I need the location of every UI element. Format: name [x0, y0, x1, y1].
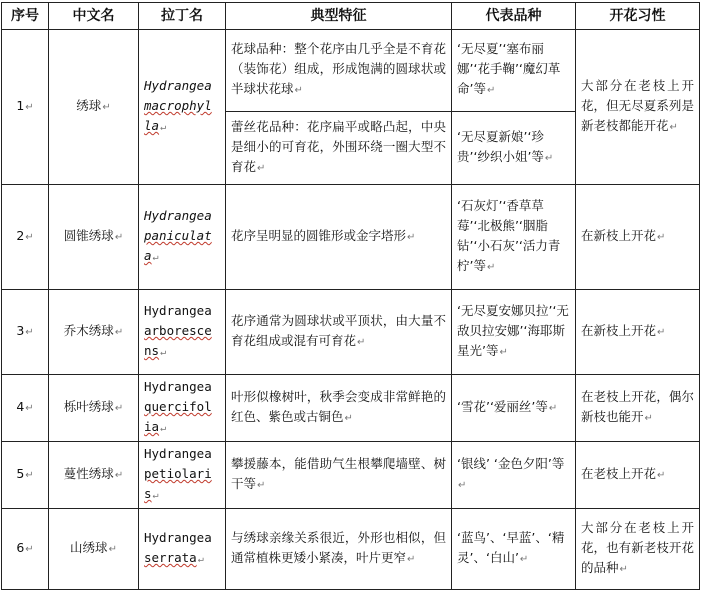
cell-features: 蕾丝花品种：花序扁平或略凸起，中央是细小的可育花，外围环绕一圈大型不育花↵: [226, 111, 452, 184]
header-row: [2, 3, 700, 30]
paragraph-mark: ↵: [25, 102, 34, 113]
cell-varieties: ‘石灰灯’‘香草草莓’‘北极熊’‘胭脂钻’‘小石灰’‘活力青柠’等↵: [452, 185, 576, 290]
cell-latin: [139, 30, 226, 185]
habit-text: 在老枝上开花: [581, 466, 657, 481]
cell-habit: 在老枝上开花，偶尔新枝也能开↵: [576, 375, 700, 442]
cell-name-cn: 乔木绣球↵: [49, 290, 139, 375]
cell-habit: 大部分在老枝上开花，但无尽夏系列是新老枝都能开花↵: [576, 30, 700, 185]
header-habit: 开花习性: [576, 3, 700, 30]
cell-features: 叶形似橡树叶，秋季会变成非常鲜艳的红色、紫色或古铜色↵: [226, 375, 452, 442]
cell-features: 攀援藤本，能借助气生根攀爬墙壁、树干等↵: [226, 442, 452, 509]
table-row: [2, 30, 700, 112]
habit-text: 在老枝上开花，偶尔新枝也能开: [581, 389, 694, 424]
varieties-text: ‘石灰灯’‘香草草莓’‘北极熊’‘胭脂钻’‘小石灰’‘活力青柠’等: [457, 198, 561, 273]
cell-index: 2↵: [2, 185, 49, 290]
feature-text: 花球品种：整个花序由几乎全是不育花（装饰花）组成，形成饱满的圆球状或半球状花球: [231, 41, 446, 97]
latin-name: Hydrangea arboresce ns↵: [144, 303, 212, 358]
cell-latin: [139, 442, 226, 509]
header-name-cn: 中文名: [49, 3, 139, 30]
cell-index: [2, 30, 49, 185]
cell-habit: 在新枝上开花↵: [576, 185, 700, 290]
cell-varieties: ‘银线’ ‘金色夕阳’等↵: [452, 442, 576, 509]
varieties-text: ‘蓝鸟’、‘早蓝’、‘精灵’、‘白山’: [457, 530, 565, 565]
habit-text: 大部分在老枝上开花，但无尽夏系列是新老枝都能开花: [581, 78, 694, 133]
header-varieties: 代表品种: [452, 3, 576, 30]
cell-latin: [139, 290, 226, 375]
habit-text: 大部分在老枝上开花，也有新老枝开花的品种: [581, 520, 694, 575]
cell-latin: [139, 185, 226, 290]
cell-index: 4↵: [2, 375, 49, 442]
row-index: 3: [16, 323, 25, 338]
name-cn: 山绣球: [70, 540, 108, 555]
cell-name-cn: 蔓性绣球↵: [49, 442, 139, 509]
table-row: [2, 290, 700, 375]
cell-habit: 在新枝上开花↵: [576, 290, 700, 375]
latin-name: Hydrangea petiolari s↵: [144, 446, 212, 501]
cell-varieties: ‘无尽夏安娜贝拉’‘无敌贝拉安娜’‘海耶斯星光’等↵: [452, 290, 576, 375]
header-index: 序号: [2, 3, 49, 30]
header-latin: 拉丁名: [139, 3, 226, 30]
feature-text: 叶形似橡树叶，秋季会变成非常鲜艳的红色、紫色或古铜色: [231, 389, 446, 424]
row-index: 1: [16, 98, 25, 113]
feature-text: 蕾丝花品种：花序扁平或略凸起，中央是细小的可育花，外围环绕一圈大型不育花: [231, 118, 446, 174]
latin-name: Hydrangea serrata↵: [144, 530, 212, 565]
table-row: [2, 375, 700, 442]
cell-name-cn: 栎叶绣球↵: [49, 375, 139, 442]
cell-index: 6↵: [2, 509, 49, 590]
cell-index: 3↵: [2, 290, 49, 375]
latin-name: Hydrangea paniculat a↵: [144, 208, 212, 263]
name-cn: 绣球: [76, 98, 102, 113]
name-cn: 栎叶绣球: [63, 399, 114, 414]
cell-latin: [139, 509, 226, 590]
row-index: 2: [16, 228, 25, 243]
cell-features: 花序呈明显的圆锥形或金字塔形↵: [226, 185, 452, 290]
name-cn: 蔓性绣球: [63, 466, 114, 481]
varieties-text: ‘无尽夏新娘’‘珍贵’‘纱织小姐’等: [457, 128, 544, 164]
hydrangea-table: [1, 2, 700, 590]
cell-index: 5↵: [2, 442, 49, 509]
feature-text: 花序通常为圆球状或平顶状，由大量不育花组成或混有可育花: [231, 313, 446, 348]
cell-habit: 大部分在老枝上开花，也有新老枝开花的品种↵: [576, 509, 700, 590]
cell-features: 花球品种：整个花序由几乎全是不育花（装饰花）组成，形成饱满的圆球状或半球状花球↵: [226, 30, 452, 112]
name-cn: 乔木绣球: [63, 323, 114, 338]
latin-name: Hydrangea quercifol ia↵: [144, 379, 212, 434]
habit-text: 在新枝上开花: [581, 323, 657, 338]
row-index: 4: [16, 399, 25, 414]
feature-text: 与绣球亲缘关系很近，外形也相似，但通常植株更矮小紧凑，叶片更窄: [231, 530, 446, 565]
cell-varieties: ‘雪花’‘爱丽丝’等↵: [452, 375, 576, 442]
cell-name-cn: 绣球↵: [49, 30, 139, 185]
feature-text: 攀援藤本，能借助气生根攀爬墙壁、树干等: [231, 456, 446, 491]
table-row: [2, 509, 700, 590]
header-features: 典型特征: [226, 3, 452, 30]
cell-features: 花序通常为圆球状或平顶状，由大量不育花组成或混有可育花↵: [226, 290, 452, 375]
cell-name-cn: 山绣球↵: [49, 509, 139, 590]
cell-features: 与绣球亲缘关系很近，外形也相似，但通常植株更矮小紧凑，叶片更窄↵: [226, 509, 452, 590]
cell-varieties: ‘无尽夏新娘’‘珍贵’‘纱织小姐’等↵: [452, 111, 576, 184]
cell-latin: [139, 375, 226, 442]
varieties-text: ‘银线’ ‘金色夕阳’等: [457, 456, 565, 471]
cell-name-cn: 圆锥绣球↵: [49, 185, 139, 290]
cell-varieties: ‘蓝鸟’、‘早蓝’、‘精灵’、‘白山’↵: [452, 509, 576, 590]
feature-text: 花序呈明显的圆锥形或金字塔形: [231, 228, 407, 243]
table-row: [2, 442, 700, 509]
varieties-text: ‘无尽夏’‘塞布丽娜’‘花手鞠’‘魔幻革命’等: [457, 41, 561, 97]
row-index: 6: [16, 540, 25, 555]
row-index: 5: [16, 466, 25, 481]
latin-name: Hydrangea macrophyl la↵: [144, 78, 212, 133]
varieties-text: ‘雪花’‘爱丽丝’等: [457, 399, 548, 414]
name-cn: 圆锥绣球: [63, 228, 114, 243]
varieties-text: ‘无尽夏安娜贝拉’‘无敌贝拉安娜’‘海耶斯星光’等: [457, 303, 569, 358]
habit-text: 在新枝上开花: [581, 228, 657, 243]
cell-habit: 在老枝上开花↵: [576, 442, 700, 509]
table-row: [2, 185, 700, 290]
cell-varieties: ‘无尽夏’‘塞布丽娜’‘花手鞠’‘魔幻革命’等↵: [452, 30, 576, 112]
